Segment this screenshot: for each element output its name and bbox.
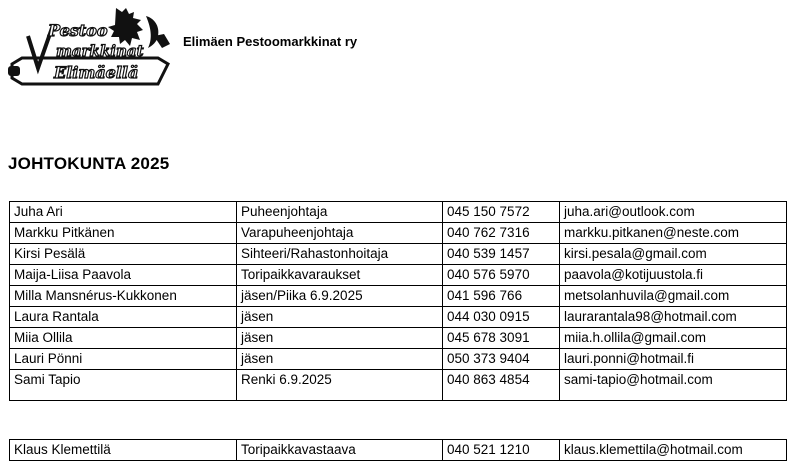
member-phone: 045 678 3091 <box>443 328 560 349</box>
member-phone: 050 373 9404 <box>443 349 560 370</box>
member-role: Sihteeri/Rahastonhoitaja <box>237 244 443 265</box>
svg-text:markkinat: markkinat <box>56 42 144 60</box>
member-phone: 040 539 1457 <box>443 244 560 265</box>
table-row <box>10 244 787 265</box>
spacer-cell <box>443 390 560 401</box>
member-name: Miia Ollila <box>10 328 237 349</box>
member-email: lauri.ponni@hotmail.fi <box>560 349 787 370</box>
member-email: klaus.klemettila@hotmail.com <box>560 440 787 461</box>
member-role: Puheenjohtaja <box>237 202 443 223</box>
table-row <box>10 286 787 307</box>
svg-text:Pestoo: Pestoo <box>48 21 108 40</box>
table-row <box>10 349 787 370</box>
member-email: laurarantala98@hotmail.com <box>560 307 787 328</box>
member-phone: 044 030 0915 <box>443 307 560 328</box>
member-role: jäsen <box>237 349 443 370</box>
member-name: Sami Tapio <box>10 370 237 391</box>
member-email: sami-tapio@hotmail.com <box>560 370 787 391</box>
svg-text:Elimäellä: Elimäellä <box>54 63 139 82</box>
extra-table <box>9 439 787 461</box>
member-role: Toripaikkavastaava <box>237 440 443 461</box>
member-name: Milla Mansnérus-Kukkonen <box>10 286 237 307</box>
member-phone: 040 863 4854 <box>443 370 560 391</box>
member-phone: 045 150 7572 <box>443 202 560 223</box>
logo-image <box>8 6 174 90</box>
spacer-cell <box>237 390 443 401</box>
member-role: Toripaikkavaraukset <box>237 265 443 286</box>
member-email: markku.pitkanen@neste.com <box>560 223 787 244</box>
member-role: Renki 6.9.2025 <box>237 370 443 391</box>
member-phone: 040 762 7316 <box>443 223 560 244</box>
member-name: Lauri Pönni <box>10 349 237 370</box>
spacer-cell <box>560 390 787 401</box>
member-name: Kirsi Pesälä <box>10 244 237 265</box>
table-row <box>10 223 787 244</box>
member-email: paavola@kotijuustola.fi <box>560 265 787 286</box>
member-name: Markku Pitkänen <box>10 223 237 244</box>
member-role: jäsen <box>237 328 443 349</box>
table-row <box>10 440 787 461</box>
member-role: jäsen/Piika 6.9.2025 <box>237 286 443 307</box>
org-name: Elimäen Pestoomarkkinat ry <box>183 34 358 49</box>
member-name: Juha Ari <box>10 202 237 223</box>
spacer-cell <box>10 390 237 401</box>
member-name: Klaus Klemettilä <box>10 440 237 461</box>
member-email: miia.h.ollila@gmail.com <box>560 328 787 349</box>
page-title: JOHTOKUNTA 2025 <box>8 154 170 173</box>
member-name: Laura Rantala <box>10 307 237 328</box>
table-row <box>10 307 787 328</box>
member-phone: 040 521 1210 <box>443 440 560 461</box>
table-row <box>10 265 787 286</box>
member-email: kirsi.pesala@gmail.com <box>560 244 787 265</box>
member-phone: 040 576 5970 <box>443 265 560 286</box>
member-phone: 041 596 766 <box>443 286 560 307</box>
member-email: metsolanhuvila@gmail.com <box>560 286 787 307</box>
header <box>8 6 788 90</box>
table-row <box>10 370 787 391</box>
table-row <box>10 202 787 223</box>
member-role: jäsen <box>237 307 443 328</box>
table-row <box>10 328 787 349</box>
member-role: Varapuheenjohtaja <box>237 223 443 244</box>
member-email: juha.ari@outlook.com <box>560 202 787 223</box>
board-table <box>9 201 787 401</box>
member-name: Maija-Liisa Paavola <box>10 265 237 286</box>
table-spacer-row <box>10 390 787 401</box>
